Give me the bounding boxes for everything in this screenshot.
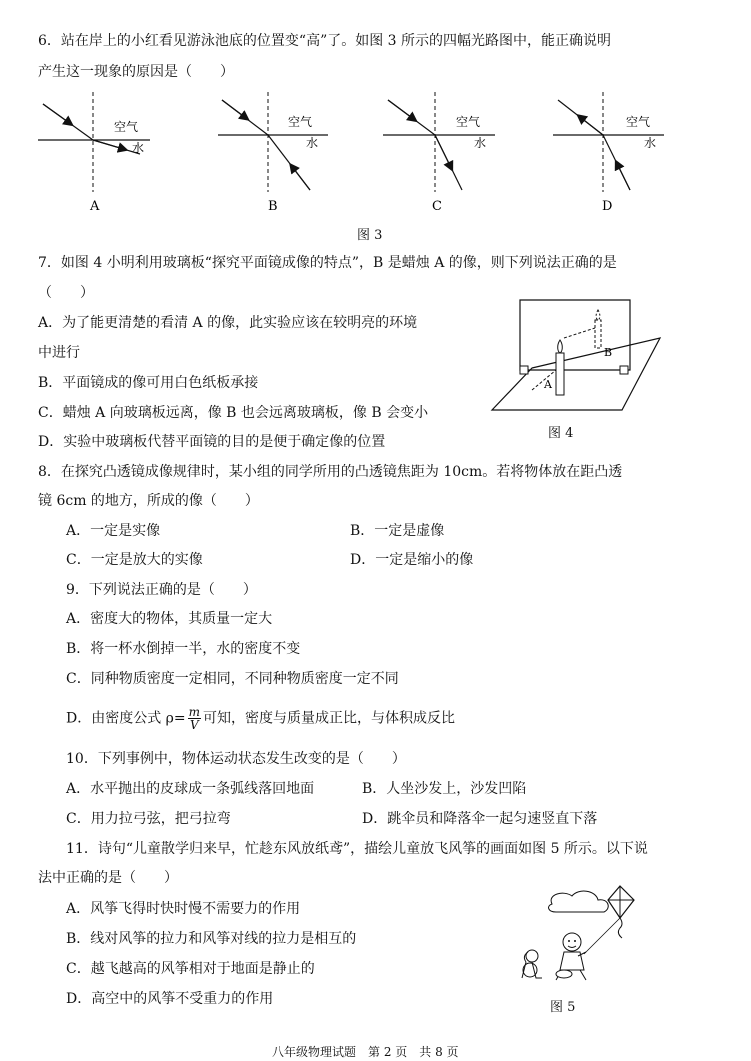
q9-option-d-pre: D．由密度公式 ρ=: [66, 710, 186, 727]
q7-option-c: C．蜡烛 A 向玻璃板远离，像 B 也会远离玻璃板，像 B 会变小: [38, 405, 429, 421]
diagram-d-water-label: 水: [644, 136, 657, 150]
q10-option-c: C．用力拉弓弦，把弓拉弯: [66, 811, 231, 827]
q10-option-a: A．水平抛出的皮球成一条弧线落回地面: [66, 781, 315, 797]
q7-option-a-cont: 中进行: [38, 345, 80, 361]
q9-option-a: A．密度大的物体，其质量一定大: [66, 611, 273, 627]
diagram-b: [218, 92, 328, 214]
q9-stem: 9．下列说法正确的是（ ）: [66, 582, 257, 598]
q6-stem-line1: 6．站在岸上的小红看见游泳池底的位置变“高”了。如图 3 所示的四幅光路图中，能正确说明: [38, 33, 612, 49]
diagram-a: [38, 92, 150, 214]
q7-stem-line2: （ ）: [38, 285, 94, 301]
q9-option-c: C．同种物质密度一定相同，不同种物质密度一定不同: [66, 671, 399, 687]
formula-numerator: m: [188, 705, 201, 719]
q8-stem-line2: 镜 6cm 的地方，所成的像（ ）: [38, 493, 259, 509]
q10-option-d: D．跳伞员和降落伞一起匀速竖直下落: [362, 811, 598, 827]
candle-b-label: B: [604, 346, 613, 359]
q6-stem-line2: 产生这一现象的原因是（ ）: [38, 64, 234, 80]
q9-option-d: [66, 706, 455, 731]
figure-4-caption: 图 4: [548, 426, 574, 441]
diagram-b-water-label: 水: [306, 136, 319, 150]
figure-3-refraction-diagrams: [0, 92, 751, 222]
q8-option-c: C．一定是放大的实像: [66, 552, 203, 568]
page-footer: 八年级物理试题 第 2 页 共 8 页: [272, 1045, 459, 1059]
q11-option-d: D．高空中的风筝不受重力的作用: [66, 991, 274, 1007]
q8-stem-line1: 8．在探究凸透镜成像规律时，某小组的同学所用的凸透镜焦距为 10cm。若将物体放在距凸透: [38, 464, 623, 480]
candle-a-label: A: [544, 378, 552, 391]
figure-5-caption: 图 5: [550, 1000, 576, 1015]
q7-stem-line1: 7．如图 4 小明利用玻璃板“探究平面镜成像的特点”，B 是蜡烛 A 的像，则下列说法正确的是: [38, 255, 617, 271]
diagram-d-air-label: 空气: [626, 115, 651, 129]
diagram-a-air-label: 空气: [114, 120, 139, 134]
q10-stem: 10．下列事例中，物体运动状态发生改变的是（ ）: [66, 751, 406, 767]
q8-option-b: B．一定是虚像: [350, 523, 445, 539]
diagram-d: [553, 92, 664, 214]
q8-option-a: A．一定是实像: [66, 523, 161, 539]
diagram-c-water-label: 水: [474, 136, 487, 150]
diagram-b-letter: B: [268, 199, 278, 214]
q11-option-a: A．风筝飞得时快时慢不需要力的作用: [66, 901, 301, 917]
formula-denominator: V: [190, 718, 199, 732]
q11-stem-line1: 11．诗句“儿童散学归来早，忙趁东风放纸鸢”，描绘儿童放飞风筝的画面如图 5 所示。以下说: [66, 841, 648, 857]
figure-4-mirror-setup: [492, 298, 670, 416]
q7-option-a: A．为了能更清楚的看清 A 的像，此实验应该在较明亮的环境: [38, 315, 418, 331]
q9-option-d-post: 可知，密度与质量成正比，与体积成反比: [203, 710, 456, 727]
q8-option-d: D．一定是缩小的像: [350, 552, 474, 568]
diagram-c: [383, 92, 495, 214]
diagram-a-water-label: 水: [132, 141, 145, 155]
density-formula: [188, 706, 201, 731]
q10-option-b: B．人坐沙发上，沙发凹陷: [362, 781, 527, 797]
diagram-a-letter: A: [90, 199, 100, 214]
diagram-b-air-label: 空气: [288, 115, 313, 129]
q11-stem-line2: 法中正确的是（ ）: [38, 870, 178, 886]
q11-option-c: C．越飞越高的风筝相对于地面是静止的: [66, 961, 315, 977]
q11-option-b: B．线对风筝的拉力和风筝对线的拉力是相互的: [66, 931, 357, 947]
q7-option-b: B．平面镜成的像可用白色纸板承接: [38, 375, 259, 391]
figure-5-kite-illustration: [512, 882, 642, 992]
q7-option-d: D．实验中玻璃板代替平面镜的目的是便于确定像的位置: [38, 434, 386, 450]
diagram-c-letter: C: [432, 199, 442, 214]
diagram-d-letter: D: [602, 199, 613, 214]
diagram-c-air-label: 空气: [456, 115, 481, 129]
figure-3-caption: 图 3: [357, 228, 383, 243]
q9-option-b: B．将一杯水倒掉一半，水的密度不变: [66, 641, 301, 657]
